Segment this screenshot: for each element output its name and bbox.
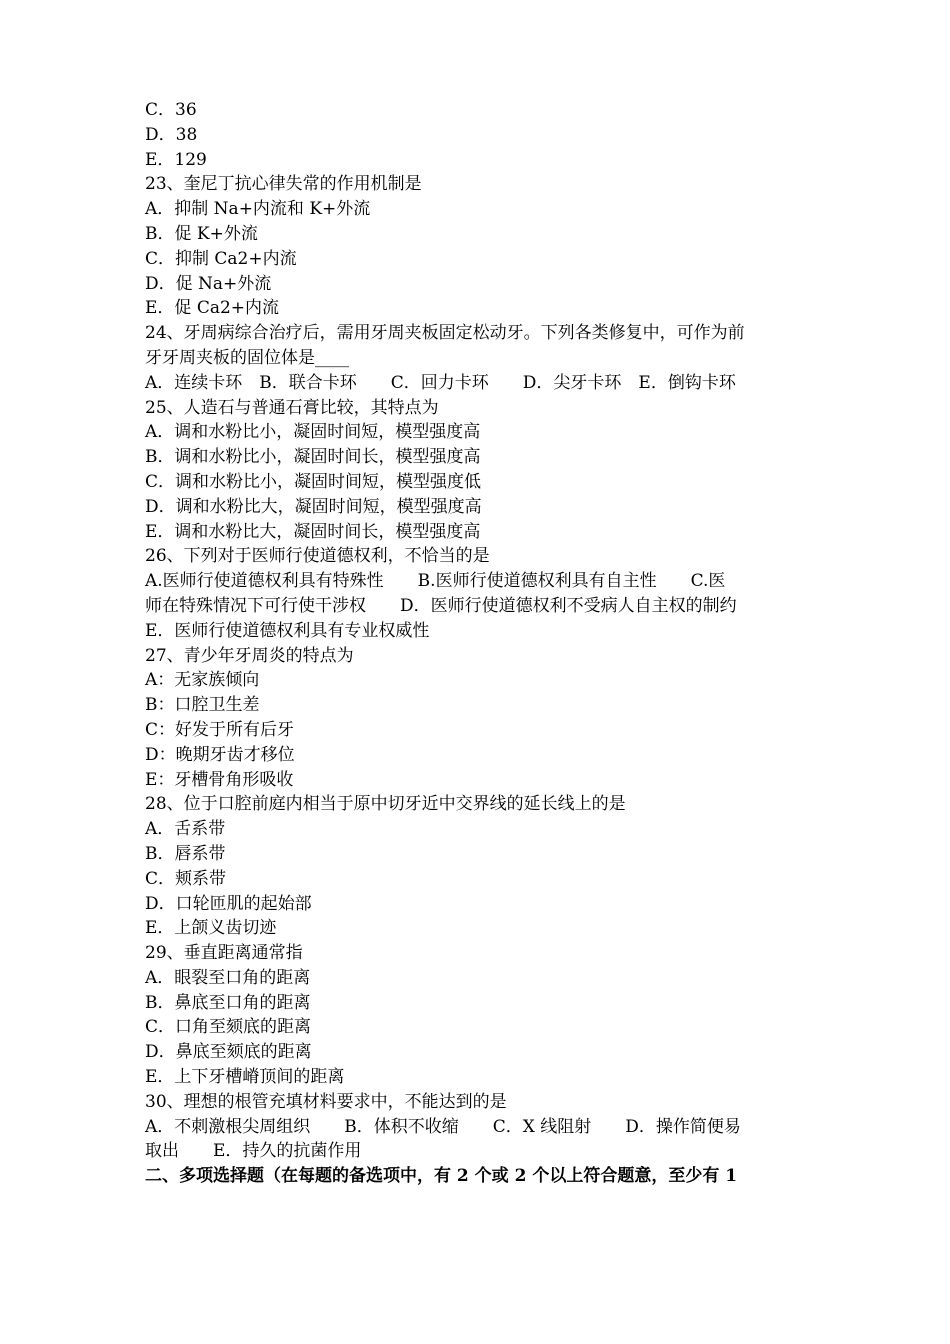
text-line: C．颊系带: [145, 868, 227, 889]
text-line: E．促 Ca2+内流: [145, 298, 280, 319]
text-line: D．口轮匝肌的起始部: [145, 893, 312, 914]
text-line: A：无家族倾向: [145, 670, 260, 691]
text-line: 取出 E．持久的抗菌作用: [145, 1141, 362, 1162]
text-line: E．医师行使道德权利具有专业权威性: [145, 620, 430, 641]
text-line: A．不刺激根尖周组织 B．体积不收缩 C．X 线阻射 D．操作简便易: [145, 1116, 741, 1137]
text-line: D：晚期牙齿才移位: [145, 744, 295, 765]
text-line: C．抑制 Ca2+内流: [145, 248, 297, 269]
text-line: A．调和水粉比小，凝固时间短，模型强度高: [145, 422, 481, 443]
text-line: A．抑制 Na+内流和 K+外流: [145, 199, 371, 220]
text-line: E：牙槽骨角形吸收: [145, 769, 294, 790]
text-line: D．38: [145, 124, 198, 145]
exam-text-body: [145, 98, 815, 1189]
text-line: A．舌系带: [145, 819, 226, 840]
text-line: 28、位于口腔前庭内相当于原中切牙近中交界线的延长线上的是: [145, 794, 626, 815]
text-line: 师在特殊情况下可行使干涉权 D．医师行使道德权利不受病人自主权的制约: [145, 595, 737, 616]
text-line: E．上下牙槽嵴顶间的距离: [145, 1067, 345, 1088]
text-line: 25、人造石与普通石膏比较，其特点为: [145, 397, 439, 418]
text-line: C．36: [145, 100, 197, 120]
text-line: D．调和水粉比大，凝固时间短，模型强度高: [145, 496, 482, 517]
text-line: E．调和水粉比大，凝固时间长，模型强度高: [145, 521, 481, 542]
text-line: 牙牙周夹板的固位体是____: [145, 347, 349, 368]
text-line: 24、牙周病综合治疗后，需用牙周夹板固定松动牙。下列各类修复中，可作为前: [145, 323, 745, 344]
text-line: E．上颌义齿切迹: [145, 918, 277, 939]
text-line: A．连续卡环 B．联合卡环 C．回力卡环 D．尖牙卡环 E．倒钩卡环: [145, 372, 736, 393]
text-line: D．促 Na+外流: [145, 273, 272, 294]
text-line: C：好发于所有后牙: [145, 719, 295, 740]
text-line: B．唇系带: [145, 843, 226, 864]
text-line: B．调和水粉比小，凝固时间长，模型强度高: [145, 447, 481, 468]
text-line: B．促 K+外流: [145, 223, 258, 244]
text-line: 29、垂直距离通常指: [145, 943, 303, 964]
text-line: A.医师行使道德权利具有特殊性 B.医师行使道德权利具有自主性 C.医: [145, 571, 726, 592]
text-line: B：口腔卫生差: [145, 695, 260, 716]
text-line: B．鼻底至口角的距离: [145, 992, 311, 1013]
text-line: D．鼻底至颏底的距离: [145, 1042, 312, 1063]
text-line: 30、理想的根管充填材料要求中，不能达到的是: [145, 1091, 507, 1112]
text-line: C．调和水粉比小，凝固时间短，模型强度低: [145, 471, 482, 492]
section-heading: 二、多项选择题（在每题的备选项中，有 2 个或 2 个以上符合题意，至少有 1: [145, 1166, 738, 1187]
text-line: E．129: [145, 149, 207, 170]
text-line: C．口角至颏底的距离: [145, 1017, 312, 1038]
text-line: A．眼裂至口角的距离: [145, 967, 311, 988]
text-line: 27、青少年牙周炎的特点为: [145, 645, 354, 666]
text-line: 26、下列对于医师行使道德权利，不恰当的是: [145, 546, 490, 567]
text-line: 23、奎尼丁抗心律失常的作用机制是: [145, 174, 422, 195]
